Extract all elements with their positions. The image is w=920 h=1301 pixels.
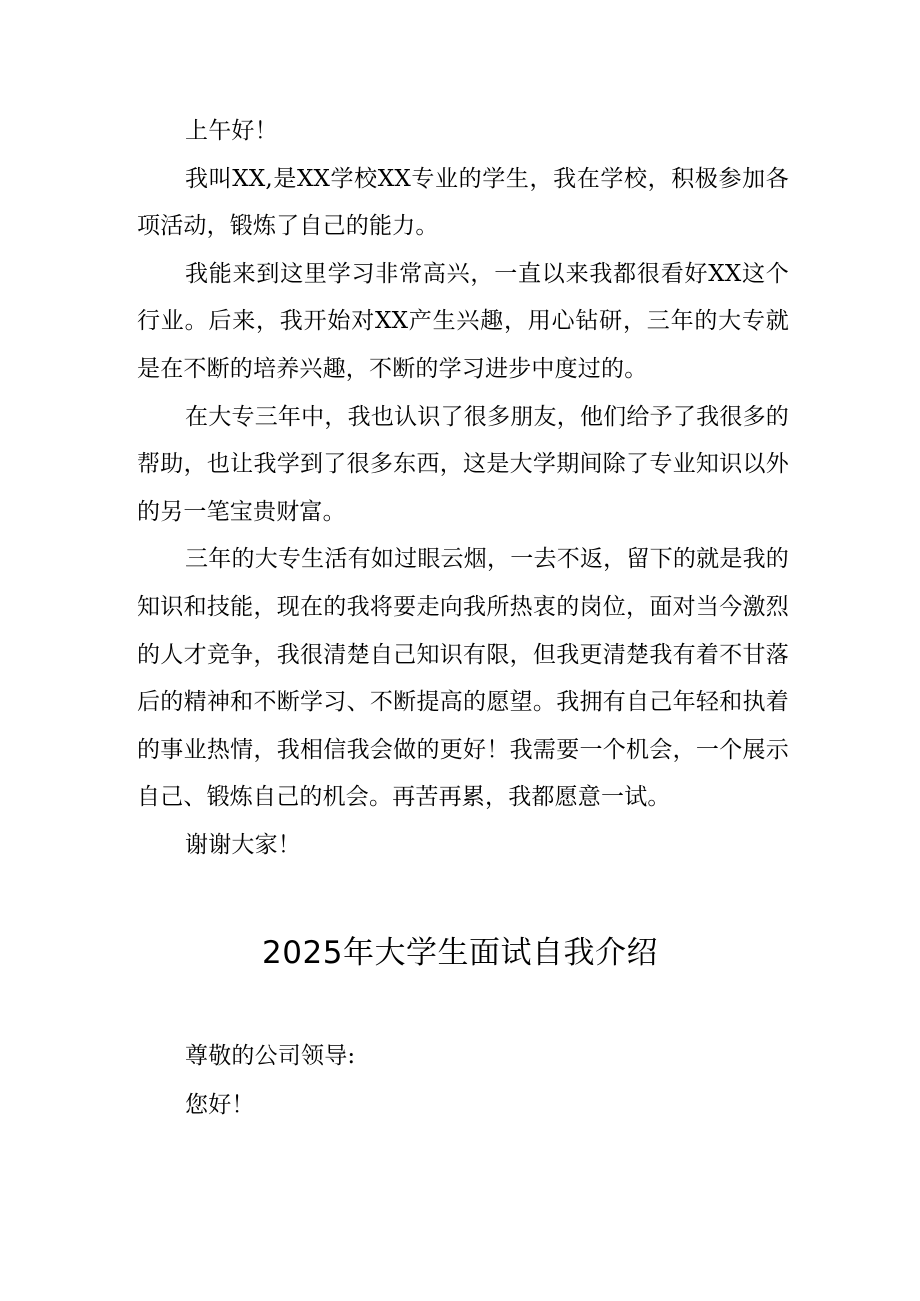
paragraph-interest: 我能来到这里学习非常高兴，一直以来我都很看好XX这个行业。后来，我开始对XX产生兴趣，用心钻研，三年的大专就是在不断的培养兴趣，不断的学习进步中度过的。 [137, 260, 789, 382]
greeting-line-2: 您好！ [185, 1092, 255, 1118]
greeting-line: 上午好！ [185, 118, 278, 144]
document-title: 2025年大学生面试自我介绍 [262, 935, 658, 971]
paragraph-aspiration: 三年的大专生活有如过眼云烟，一去不返，留下的就是我的知识和技能，现在的我将要走向我所热衷的岗位，面对当今激烈的人才竞争，我很清楚自己知识有限，但我更清楚我有着不甘落后的精神和不断学习、不断提高的愿望。我拥有自己年轻和执着的事业热情，我相信我会做的更好！我需要一个机会，一个展示自己、锻炼自己的机会。再苦再累，我都愿意一试。 [137, 546, 789, 811]
speech-body [137, 108, 789, 870]
paragraph-friends: 在大专三年中，我也认识了很多朋友，他们给予了我很多的帮助，也让我学到了很多东西，这是大学期间除了专业知识以外的另一笔宝贵财富。 [137, 403, 789, 525]
paragraph-intro: 我叫XX,是XX学校XX专业的学生，我在学校，积极参加各项活动，锻炼了自己的能力。 [137, 165, 789, 240]
closing-line: 谢谢大家！ [185, 831, 301, 858]
salutation-line: 尊敬的公司领导: [185, 1043, 356, 1069]
second-intro-body [137, 1032, 789, 1130]
